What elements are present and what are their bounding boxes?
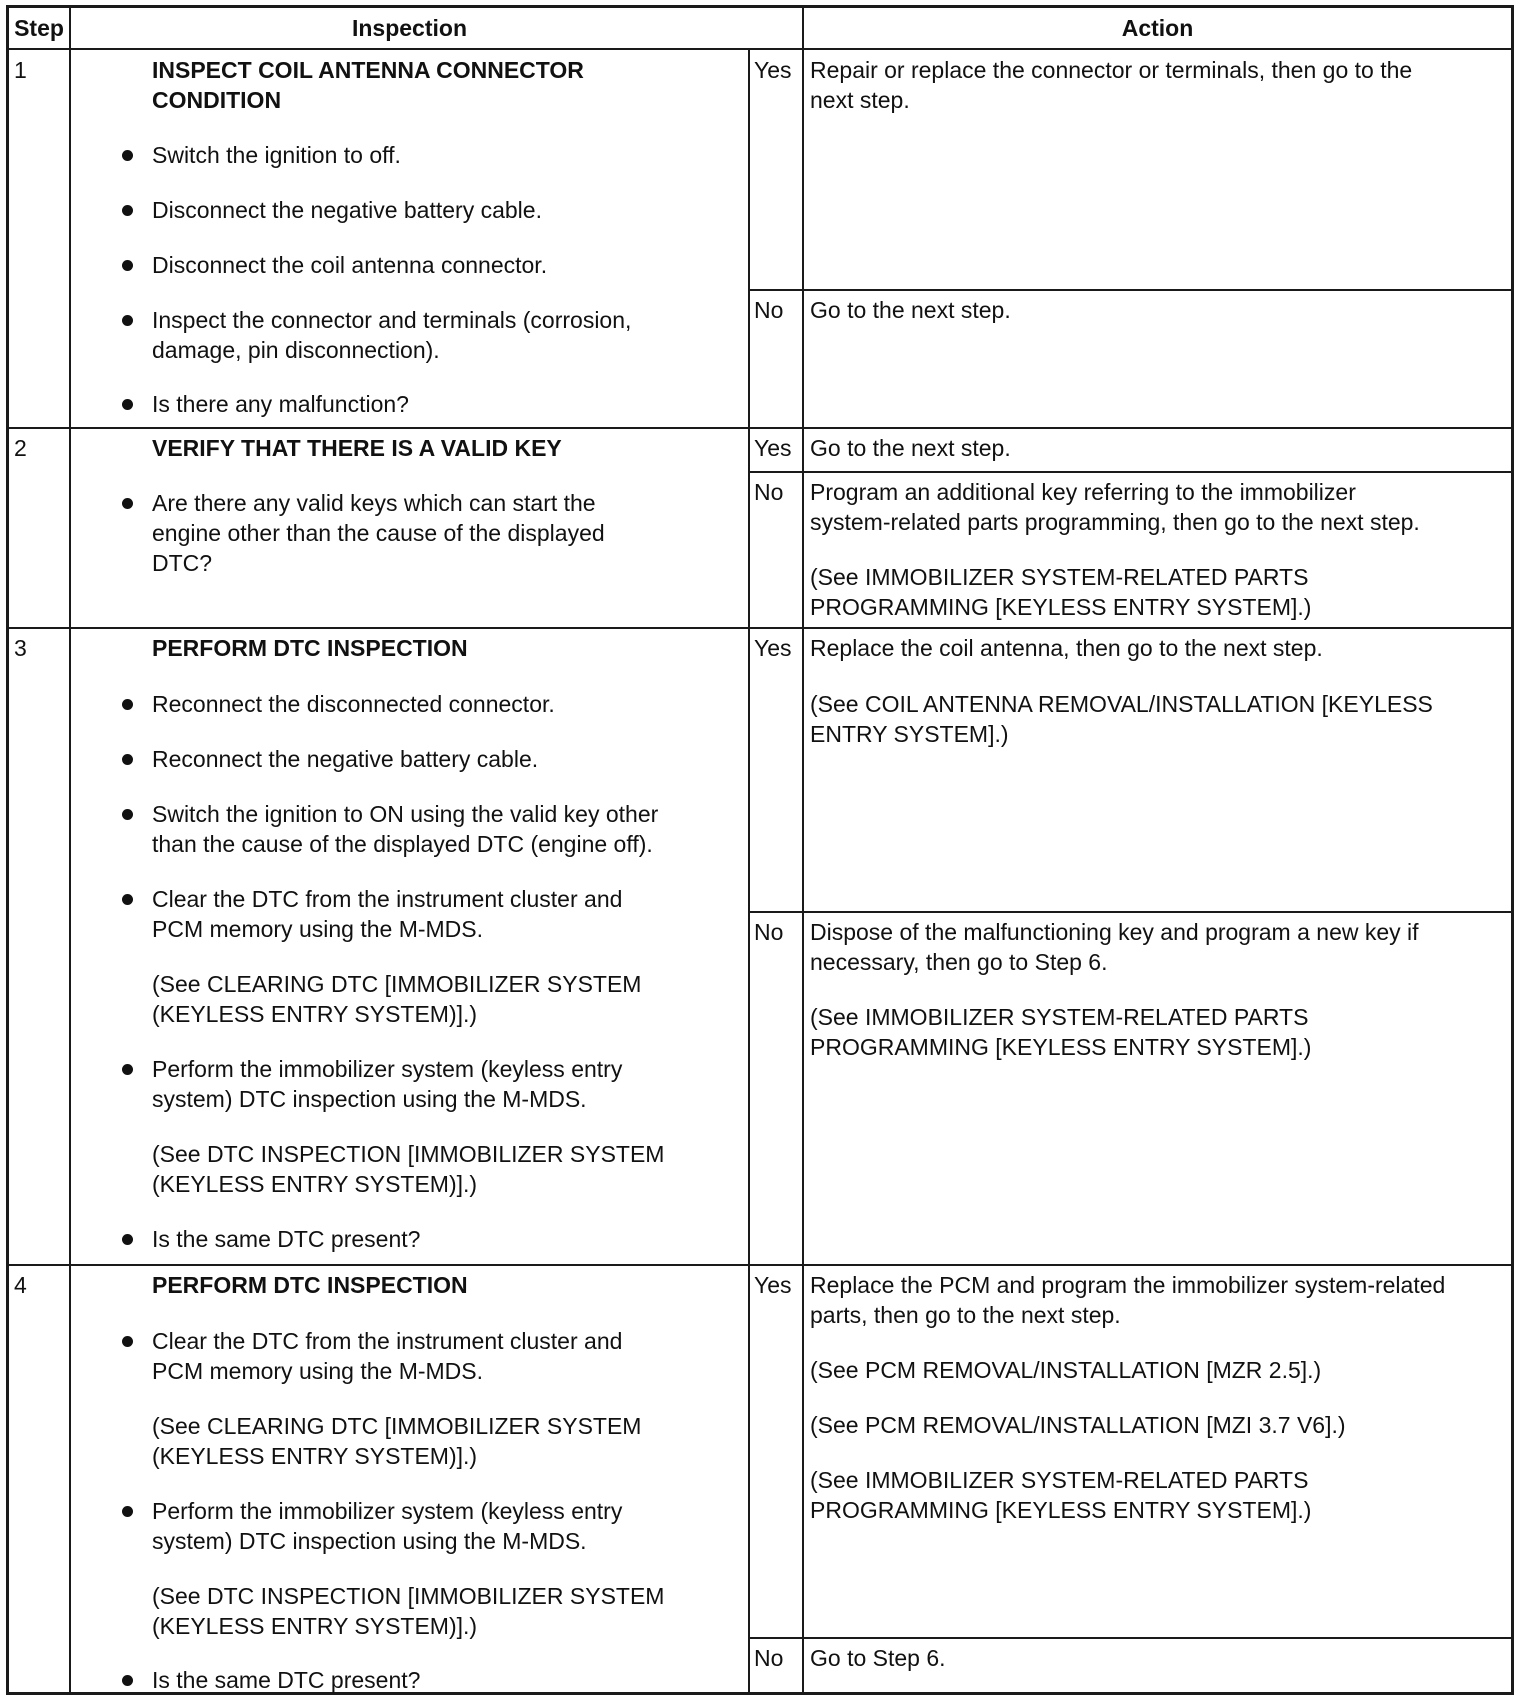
step-number: 1 xyxy=(14,57,27,83)
no-action: Dispose of the malfunctioning key and program a new key if necessary, then go to Step 6. xyxy=(810,919,1419,975)
yes-label: Yes xyxy=(754,1272,792,1298)
bullet-icon xyxy=(122,809,133,820)
yes-label: Yes xyxy=(754,57,792,83)
step-number: 2 xyxy=(14,435,27,461)
bullet-icon xyxy=(122,315,133,326)
inspection-item: Is the same DTC present? xyxy=(152,1226,421,1252)
bullet-icon xyxy=(122,205,133,216)
bullet-icon xyxy=(122,150,133,161)
row-divider-3 xyxy=(6,1264,1514,1266)
yes-action-reference: (See IMMOBILIZER SYSTEM-RELATED PARTS PROGRAMMING [KEYLESS ENTRY SYSTEM].) xyxy=(810,1467,1312,1523)
inspection-item: Switch the ignition to ON using the valid key other than the cause of the displayed DTC (engine off). xyxy=(152,801,659,857)
no-action: Program an additional key referring to the immobilizer system-related parts programming, then go to the next step. xyxy=(810,479,1420,535)
inspection-item: Is there any malfunction? xyxy=(152,391,409,417)
inspection-item: Reconnect the disconnected connector. xyxy=(152,691,555,717)
no-action-reference: (See IMMOBILIZER SYSTEM-RELATED PARTS PROGRAMMING [KEYLESS ENTRY SYSTEM].) xyxy=(810,564,1312,620)
header-inspection: Inspection xyxy=(351,15,467,41)
bullet-icon xyxy=(122,498,133,509)
inspection-item: Perform the immobilizer system (keyless entry system) DTC inspection using the M-MDS. xyxy=(152,1056,623,1112)
table-border-left xyxy=(6,5,9,1695)
bullet-icon xyxy=(122,260,133,271)
row1-yes-no-divider xyxy=(748,289,1514,291)
row-divider-1 xyxy=(6,427,1514,429)
no-label: No xyxy=(754,919,784,945)
inspection-item: Are there any valid keys which can start the engine other than the cause of the displayed DTC? xyxy=(152,490,605,576)
no-action-reference: (See IMMOBILIZER SYSTEM-RELATED PARTS PROGRAMMING [KEYLESS ENTRY SYSTEM].) xyxy=(810,1004,1312,1060)
row4-yes-no-divider xyxy=(748,1637,1514,1639)
inspection-title: PERFORM DTC INSPECTION xyxy=(152,1272,468,1298)
bullet-icon xyxy=(122,894,133,905)
yes-action: Replace the coil antenna, then go to the next step. xyxy=(810,635,1323,661)
col-divider-yesno xyxy=(802,5,804,1695)
bullet-icon xyxy=(122,1234,133,1245)
bullet-icon xyxy=(122,1675,133,1686)
bullet-icon xyxy=(122,1336,133,1347)
no-action: Go to the next step. xyxy=(810,297,1011,323)
bullet-icon xyxy=(122,754,133,765)
row2-yes-no-divider xyxy=(748,471,1514,473)
inspection-reference: (See CLEARING DTC [IMMOBILIZER SYSTEM (KEYLESS ENTRY SYSTEM)].) xyxy=(152,1413,642,1469)
no-label: No xyxy=(754,297,784,323)
inspection-reference: (See DTC INSPECTION [IMMOBILIZER SYSTEM (KEYLESS ENTRY SYSTEM)].) xyxy=(152,1141,665,1197)
inspection-title: PERFORM DTC INSPECTION xyxy=(152,635,468,661)
table-border-top xyxy=(6,5,1514,8)
inspection-item: Clear the DTC from the instrument cluster and PCM memory using the M-MDS. xyxy=(152,1328,623,1384)
bullet-icon xyxy=(122,399,133,410)
yes-action: Repair or replace the connector or terminals, then go to the next step. xyxy=(810,57,1413,113)
inspection-reference: (See CLEARING DTC [IMMOBILIZER SYSTEM (KEYLESS ENTRY SYSTEM)].) xyxy=(152,971,642,1027)
col-divider-step xyxy=(69,5,71,1695)
yes-action: Go to the next step. xyxy=(810,435,1011,461)
bullet-icon xyxy=(122,1506,133,1517)
yes-label: Yes xyxy=(754,635,792,661)
yes-action-reference: (See PCM REMOVAL/INSTALLATION [MZR 2.5].) xyxy=(810,1357,1322,1383)
no-action: Go to Step 6. xyxy=(810,1645,946,1671)
yes-action-reference: (See PCM REMOVAL/INSTALLATION [MZI 3.7 V6].) xyxy=(810,1412,1346,1438)
inspection-item: Reconnect the negative battery cable. xyxy=(152,746,539,772)
inspection-item: Clear the DTC from the instrument cluster and PCM memory using the M-MDS. xyxy=(152,886,623,942)
step-number: 4 xyxy=(14,1272,27,1298)
bullet-icon xyxy=(122,699,133,710)
no-label: No xyxy=(754,1645,784,1671)
diagnostic-procedure-table xyxy=(6,5,1514,1695)
inspection-item: Perform the immobilizer system (keyless entry system) DTC inspection using the M-MDS. xyxy=(152,1498,623,1554)
header-action: Action xyxy=(1121,15,1194,41)
inspection-item: Inspect the connector and terminals (corrosion, damage, pin disconnection). xyxy=(152,307,632,363)
inspection-item: Switch the ignition to off. xyxy=(152,142,401,168)
header-step: Step xyxy=(14,15,64,41)
inspection-reference: (See DTC INSPECTION [IMMOBILIZER SYSTEM (KEYLESS ENTRY SYSTEM)].) xyxy=(152,1583,665,1639)
inspection-title: INSPECT COIL ANTENNA CONNECTOR CONDITION xyxy=(152,57,584,113)
inspection-item: Disconnect the negative battery cable. xyxy=(152,197,542,223)
inspection-item: Is the same DTC present? xyxy=(152,1667,421,1693)
row-divider-2 xyxy=(6,627,1514,629)
no-label: No xyxy=(754,479,784,505)
col-divider-inspection xyxy=(748,48,750,1693)
header-divider xyxy=(6,48,1514,50)
inspection-item: Disconnect the coil antenna connector. xyxy=(152,252,548,278)
bullet-icon xyxy=(122,1064,133,1075)
yes-action-reference: (See COIL ANTENNA REMOVAL/INSTALLATION [KEYLESS ENTRY SYSTEM].) xyxy=(810,691,1433,747)
table-border-right xyxy=(1511,5,1514,1695)
step-number: 3 xyxy=(14,635,27,661)
inspection-title: VERIFY THAT THERE IS A VALID KEY xyxy=(152,435,562,461)
yes-action: Replace the PCM and program the immobilizer system-related parts, then go to the next step. xyxy=(810,1272,1446,1328)
row3-yes-no-divider xyxy=(748,911,1514,913)
yes-label: Yes xyxy=(754,435,792,461)
